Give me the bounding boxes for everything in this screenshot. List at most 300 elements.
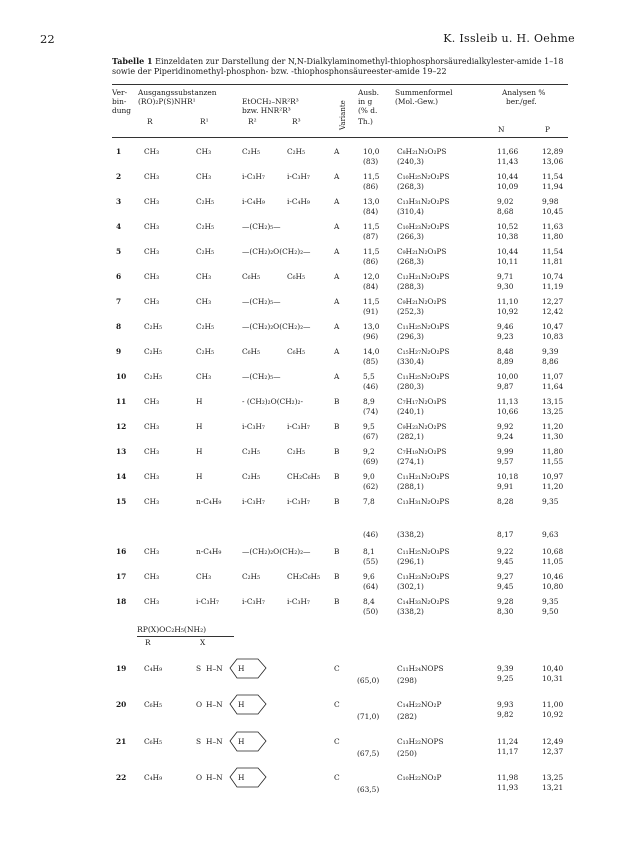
cell-molweight: (296,1) <box>397 557 424 566</box>
cell-r3: i-C₃H₇ <box>287 172 310 181</box>
cell-p-calc: 10,74 <box>542 272 564 281</box>
cell-yield-pct: (67,5) <box>357 749 380 758</box>
cell-n-found: 10,11 <box>497 257 519 266</box>
cell-n-calc: 9,02 <box>497 197 514 206</box>
col-ausb-1: Ausb. <box>358 88 379 97</box>
running-head-authors: K. Issleib u. H. Oehme <box>443 32 575 45</box>
cell-n-calc: 8,28 <box>497 497 514 506</box>
cell-p-found: 10,92 <box>542 710 564 719</box>
cell-n-calc: 10,44 <box>497 172 519 181</box>
cell-yield-g: 8,9 <box>363 397 375 406</box>
cell-yield-g: 9,2 <box>363 447 375 456</box>
cell-n-calc: 10,18 <box>497 472 519 481</box>
cell-yield-pct: (67) <box>363 432 379 441</box>
compound-number: 6 <box>116 272 122 281</box>
cell-amine-prefix: H–N <box>206 664 223 673</box>
compound-number: 2 <box>116 172 122 181</box>
col-r1: R¹ <box>200 117 209 126</box>
cell-n-calc: 9,22 <box>497 547 514 556</box>
compound-number: 1 <box>116 147 122 156</box>
compound-number: 20 <box>116 700 127 709</box>
cell-n-found: 10,38 <box>497 232 519 241</box>
cell-x: O <box>196 773 203 782</box>
cell-n-found: 10,92 <box>497 307 519 316</box>
col-n: N <box>498 125 505 134</box>
cell-r: CH₃ <box>144 272 160 281</box>
cell-r2: —(CH₂)₅— <box>242 372 281 381</box>
cell-variante: A <box>334 222 340 231</box>
cell-n-calc: 9,93 <box>497 700 514 709</box>
cell-molweight: (330,4) <box>397 357 424 366</box>
cell-formula: C₁₁H₂₄NOPS <box>397 664 444 673</box>
cell-variante: A <box>334 197 340 206</box>
col-r: R <box>147 117 153 126</box>
cell-yield-pct: (85) <box>363 357 379 366</box>
cell-yield-pct: (74) <box>363 407 379 416</box>
cell-r2: C₂H₅ <box>242 472 261 481</box>
cell-n-calc: 11,66 <box>497 147 519 156</box>
cell-yield-pct: (64) <box>363 582 379 591</box>
cell-n-calc: 8,48 <box>497 347 514 356</box>
cell-r: CH₃ <box>144 147 160 156</box>
cell-p-found: 13,21 <box>542 783 564 792</box>
subhead-rule <box>137 636 234 637</box>
cell-formula: C₇H₁₉N₂O₂PS <box>397 447 447 456</box>
cell-p-found: 12,42 <box>542 307 564 316</box>
cell-n-found: 8,68 <box>497 207 514 216</box>
cell-yield-g: 9,0 <box>363 472 375 481</box>
table-row <box>0 222 619 246</box>
cell-r: C₆H₅ <box>144 737 163 746</box>
cell-variante: A <box>334 372 340 381</box>
table-row <box>0 497 619 539</box>
col-analysen-1: Analysen % <box>502 88 546 97</box>
cell-formula: C₁₀H₂₂NO₂P <box>397 773 442 782</box>
cell-p-found: 13,25 <box>542 407 564 416</box>
cell-r: CH₃ <box>144 197 160 206</box>
cell-variante: B <box>334 447 340 456</box>
cell-p-calc: 10,47 <box>542 322 564 331</box>
cell-r2: —(CH₂)₅— <box>242 222 281 231</box>
cell-yield-g: 14,0 <box>363 347 380 356</box>
cell-molweight: (268,3) <box>397 182 424 191</box>
cell-p-found: 11,19 <box>542 282 564 291</box>
col-analysen-2: ber./gef. <box>506 97 537 106</box>
cell-p-calc: 13,15 <box>542 397 564 406</box>
cell-yield-pct: (65,0) <box>357 676 380 685</box>
cell-molweight: (282) <box>397 712 417 721</box>
table-top-rule <box>112 84 568 85</box>
cell-p-found: 11,55 <box>542 457 564 466</box>
table-row <box>0 572 619 596</box>
cell-yield-g: 11,5 <box>363 222 380 231</box>
cell-variante: A <box>334 247 340 256</box>
subhead-x: X <box>200 638 206 647</box>
cell-yield-pct: (62) <box>363 482 379 491</box>
cell-yield-pct: (96) <box>363 332 379 341</box>
cell-molweight: (282,1) <box>397 432 424 441</box>
cell-yield-g: 13,0 <box>363 197 380 206</box>
cell-r: CH₃ <box>144 497 160 506</box>
cell-n-calc: 9,92 <box>497 422 514 431</box>
table-row <box>0 347 619 371</box>
table-row <box>0 397 619 421</box>
cell-p-calc: 11,00 <box>542 700 564 709</box>
cell-r3: i-C₄H₉ <box>287 197 310 206</box>
cell-formula: C₁₄H₂₂NO₂P <box>397 700 442 709</box>
cell-yield-g: 11,5 <box>363 247 380 256</box>
cell-formula: C₉H₂₃N₂O₂PS <box>397 422 447 431</box>
table-row <box>0 147 619 171</box>
cell-n-found: 8,17 <box>497 530 514 539</box>
cell-r: CH₃ <box>144 572 160 581</box>
cell-p-found: 10,80 <box>542 582 564 591</box>
cell-r: C₄H₉ <box>144 773 163 782</box>
cell-x: S <box>196 737 202 746</box>
cell-n-found: 9,45 <box>497 557 514 566</box>
cell-n-calc: 11,24 <box>497 737 519 746</box>
cell-yield-pct: (84) <box>363 282 379 291</box>
cell-p-found: 11,64 <box>542 382 564 391</box>
cell-p-calc: 11,63 <box>542 222 564 231</box>
cell-r3: i-C₃H₇ <box>287 497 310 506</box>
cell-ring-label: H <box>238 700 245 709</box>
cell-yield-g: 12,0 <box>363 272 380 281</box>
cell-r1: C₂H₅ <box>196 197 215 206</box>
table-row <box>0 447 619 471</box>
cell-r3: CH₂C₆H₅ <box>287 572 321 581</box>
cell-n-found: 9,30 <box>497 282 514 291</box>
piperidine-ring-icon <box>226 657 270 681</box>
cell-r1: CH₃ <box>196 147 212 156</box>
table-row <box>0 422 619 446</box>
cell-p-found: 12,37 <box>542 747 564 756</box>
cell-n-found: 9,45 <box>497 582 514 591</box>
cell-p-found: 9,63 <box>542 530 559 539</box>
cell-p-calc: 11,54 <box>542 172 564 181</box>
cell-r: CH₃ <box>144 422 160 431</box>
cell-yield-pct: (50) <box>363 607 379 616</box>
caption-text: Einzeldaten zur Darstellung der N,N-Dialkylaminomethyl-thiophosphorsäuredialkylester-amide 1–18 sowie der Piperidinomethyl-phosphon- bzw. -thiophosphonsäureester-amide 19–22 <box>112 57 564 76</box>
cell-yield-pct: (86) <box>363 257 379 266</box>
col-nr-line1: Ver- <box>112 88 128 97</box>
header-bottom-rule <box>112 137 568 138</box>
cell-p-found: 11,05 <box>542 557 564 566</box>
piperidine-ring-icon <box>226 766 270 790</box>
cell-molweight: (296,3) <box>397 332 424 341</box>
table-row <box>0 297 619 321</box>
compound-number: 13 <box>116 447 127 456</box>
cell-yield-g: 8,4 <box>363 597 375 606</box>
cell-yield-pct: (86) <box>363 182 379 191</box>
table-row <box>0 547 619 571</box>
table-row <box>0 773 619 807</box>
cell-p-calc: 12,89 <box>542 147 564 156</box>
col-reagent2b: bzw. HNR²R³ <box>242 106 291 115</box>
cell-ring-label: H <box>238 773 245 782</box>
compound-number: 15 <box>116 497 127 506</box>
cell-r: CH₃ <box>144 397 160 406</box>
cell-formula: C₁₄H₃₃N₂O₂PS <box>397 597 450 606</box>
cell-yield-pct: (71,0) <box>357 712 380 721</box>
cell-p-calc: 10,40 <box>542 664 564 673</box>
cell-variante: C <box>334 700 340 709</box>
cell-variante: B <box>334 547 340 556</box>
cell-n-found: 11,93 <box>497 783 519 792</box>
cell-molweight: (302,1) <box>397 582 424 591</box>
cell-r2: i-C₃H₇ <box>242 497 265 506</box>
cell-r: C₂H₅ <box>144 322 163 331</box>
cell-r3: C₆H₅ <box>287 272 306 281</box>
compound-number: 14 <box>116 472 127 481</box>
cell-r2: —(CH₂)₂O(CH₂)₂— <box>242 547 311 556</box>
cell-r1: i-C₃H₇ <box>196 597 219 606</box>
cell-r: CH₃ <box>144 447 160 456</box>
cell-molweight: (338,2) <box>397 607 424 616</box>
cell-r1: n-C₄H₉ <box>196 497 222 506</box>
col-ausb-2: in g <box>358 97 373 106</box>
cell-molweight: (240,3) <box>397 157 424 166</box>
cell-n-found: 10,66 <box>497 407 519 416</box>
cell-r1: CH₃ <box>196 372 212 381</box>
cell-r2: —(CH₂)₅— <box>242 297 281 306</box>
cell-formula: C₇H₁₇N₂O₃PS <box>397 397 447 406</box>
cell-r3: C₂H₅ <box>287 147 306 156</box>
cell-r1: n-C₄H₉ <box>196 547 222 556</box>
compound-number: 21 <box>116 737 127 746</box>
cell-yield-g: 9,5 <box>363 422 375 431</box>
cell-r: C₂H₅ <box>144 372 163 381</box>
subhead-formula: RP(X)OC₂H₅(NH₂) <box>137 625 207 634</box>
cell-yield-pct: (63,5) <box>357 785 380 794</box>
cell-formula: C₈H₂₁N₂O₂PS <box>397 147 447 156</box>
table-row <box>0 322 619 346</box>
cell-r3: i-C₃H₇ <box>287 422 310 431</box>
compound-number: 7 <box>116 297 122 306</box>
cell-n-found: 9,24 <box>497 432 514 441</box>
cell-p-calc: 10,68 <box>542 547 564 556</box>
cell-variante: C <box>334 664 340 673</box>
cell-variante: A <box>334 297 340 306</box>
cell-amine-prefix: H–N <box>206 737 223 746</box>
cell-variante: A <box>334 347 340 356</box>
table-row <box>0 197 619 221</box>
cell-r2: i-C₃H₇ <box>242 422 265 431</box>
cell-yield-g: 8,1 <box>363 547 375 556</box>
cell-yield-g: 7,8 <box>363 497 375 506</box>
compound-number: 22 <box>116 773 127 782</box>
cell-p-calc: 9,35 <box>542 597 559 606</box>
cell-variante: B <box>334 397 340 406</box>
compound-number: 5 <box>116 247 122 256</box>
cell-p-calc: 12,49 <box>542 737 564 746</box>
cell-r1: C₂H₅ <box>196 222 215 231</box>
cell-p-found: 11,94 <box>542 182 564 191</box>
cell-n-found: 9,91 <box>497 482 514 491</box>
cell-n-calc: 9,39 <box>497 664 514 673</box>
cell-r2: i-C₄H₉ <box>242 197 265 206</box>
cell-r: C₂H₅ <box>144 347 163 356</box>
cell-variante: A <box>334 172 340 181</box>
compound-number: 19 <box>116 664 127 673</box>
col-ausb-4: Th.) <box>358 117 373 126</box>
cell-p-found: 8,86 <box>542 357 559 366</box>
cell-p-calc: 11,54 <box>542 247 564 256</box>
cell-r: CH₃ <box>144 222 160 231</box>
cell-r1: H <box>196 447 203 456</box>
cell-r3: C₂H₅ <box>287 447 306 456</box>
cell-p-calc: 9,98 <box>542 197 559 206</box>
cell-n-calc: 11,98 <box>497 773 519 782</box>
cell-n-calc: 10,52 <box>497 222 519 231</box>
cell-molweight: (252,3) <box>397 307 424 316</box>
cell-formula: C₁₅H₂₇N₂O₂PS <box>397 347 450 356</box>
cell-r2: C₂H₅ <box>242 447 261 456</box>
cell-p-found: 11,30 <box>542 432 564 441</box>
cell-formula: C₁₃H₃₁N₂O₂PS <box>397 497 450 506</box>
cell-yield-pct: (46) <box>363 382 379 391</box>
cell-p-calc: 10,97 <box>542 472 564 481</box>
piperidine-ring-icon <box>226 693 270 717</box>
cell-molweight: (274,1) <box>397 457 424 466</box>
cell-p-calc: 11,07 <box>542 372 564 381</box>
cell-ring-label: H <box>238 737 245 746</box>
cell-p-calc: 9,39 <box>542 347 559 356</box>
cell-r2: C₂H₅ <box>242 572 261 581</box>
cell-formula: C₁₃H₂₃N₂O₂PS <box>397 572 450 581</box>
cell-r1: H <box>196 472 203 481</box>
cell-r1: CH₃ <box>196 572 212 581</box>
cell-variante: B <box>334 497 340 506</box>
cell-yield-pct: (87) <box>363 232 379 241</box>
cell-yield-pct: (84) <box>363 207 379 216</box>
cell-r3: C₆H₅ <box>287 347 306 356</box>
subhead-r: R <box>145 638 151 647</box>
cell-r: CH₃ <box>144 472 160 481</box>
cell-r1: H <box>196 422 203 431</box>
cell-r2: C₆H₅ <box>242 347 261 356</box>
cell-r2: —(CH₂)₂O(CH₂)₂— <box>242 322 311 331</box>
cell-n-calc: 10,44 <box>497 247 519 256</box>
cell-molweight: (250) <box>397 749 417 758</box>
cell-variante: B <box>334 597 340 606</box>
cell-yield-g: 13,0 <box>363 322 380 331</box>
cell-p-found: 9,50 <box>542 607 559 616</box>
table-row <box>0 472 619 496</box>
col-reagent1: (RO)₂P(S)NHR¹ <box>138 97 196 106</box>
cell-molweight: (310,4) <box>397 207 424 216</box>
cell-n-calc: 10,00 <box>497 372 519 381</box>
compound-number: 9 <box>116 347 122 356</box>
cell-r: C₆H₅ <box>144 700 163 709</box>
cell-r: C₄H₉ <box>144 664 163 673</box>
cell-variante: A <box>334 272 340 281</box>
cell-formula: C₁₁H₂₅N₂O₃PS <box>397 322 450 331</box>
table-caption <box>112 56 564 77</box>
cell-yield-pct: (55) <box>363 557 379 566</box>
cell-r2: i-C₃H₇ <box>242 597 265 606</box>
cell-r1: CH₃ <box>196 272 212 281</box>
cell-variante: B <box>334 472 340 481</box>
cell-variante: B <box>334 422 340 431</box>
cell-formula: C₁₁H₂₁N₂O₂PS <box>397 472 450 481</box>
cell-x: S <box>196 664 202 673</box>
cell-p-found: 10,45 <box>542 207 564 216</box>
cell-n-found: 11,17 <box>497 747 519 756</box>
cell-p-calc: 11,20 <box>542 422 564 431</box>
caption-label: Tabelle 1 <box>112 56 153 66</box>
cell-molweight: (288,3) <box>397 282 424 291</box>
cell-n-found: 9,82 <box>497 710 514 719</box>
cell-formula: C₁₃H₃₁N₂O₂PS <box>397 197 450 206</box>
cell-n-calc: 9,28 <box>497 597 514 606</box>
compound-number: 4 <box>116 222 122 231</box>
compound-number: 18 <box>116 597 127 606</box>
cell-p-calc: 9,35 <box>542 497 559 506</box>
cell-n-found: 9,57 <box>497 457 514 466</box>
cell-formula: C₁₃H₂₂NOPS <box>397 737 444 746</box>
col-ausgang: Ausgangssubstanzen <box>138 88 217 97</box>
col-r2: R² <box>248 117 257 126</box>
col-p: P <box>545 125 550 134</box>
cell-formula: C₁₀H₂₅N₂O₂PS <box>397 172 450 181</box>
cell-r2: - (CH₂)₂O(CH₂)₂- <box>242 397 303 406</box>
table-row <box>0 700 619 734</box>
compound-number: 3 <box>116 197 122 206</box>
cell-n-calc: 11,13 <box>497 397 519 406</box>
cell-p-found: 11,80 <box>542 232 564 241</box>
cell-molweight: (288,1) <box>397 482 424 491</box>
table-row <box>0 597 619 621</box>
compound-number: 12 <box>116 422 127 431</box>
cell-amine-prefix: H–N <box>206 773 223 782</box>
cell-variante: B <box>334 572 340 581</box>
cell-formula: C₁₁H₂₅N₂O₃PS <box>397 547 450 556</box>
cell-p-found: 11,81 <box>542 257 564 266</box>
cell-n-calc: 9,71 <box>497 272 514 281</box>
cell-molweight: (280,3) <box>397 382 424 391</box>
compound-number: 11 <box>116 397 127 406</box>
cell-yield-pct: (69) <box>363 457 379 466</box>
cell-r2: —(CH₂)₂O(CH₂)₂— <box>242 247 311 256</box>
cell-p-calc: 11,80 <box>542 447 564 456</box>
cell-molweight: (298) <box>397 676 417 685</box>
cell-r1: H <box>196 397 203 406</box>
cell-molweight: (266,3) <box>397 232 424 241</box>
cell-n-calc: 9,27 <box>497 572 514 581</box>
cell-r1: CH₃ <box>196 297 212 306</box>
col-nr-line3: dung <box>112 106 131 115</box>
table-row <box>0 272 619 296</box>
cell-variante: A <box>334 147 340 156</box>
cell-formula: C₁₁H₂₅N₂O₂PS <box>397 372 450 381</box>
col-variante: Variante <box>339 100 347 130</box>
cell-yield-g: 10,0 <box>363 147 380 156</box>
cell-r3: i-C₃H₇ <box>287 597 310 606</box>
cell-n-found: 10,09 <box>497 182 519 191</box>
col-formel-1: Summenformel <box>395 88 453 97</box>
table-row <box>0 172 619 196</box>
cell-n-calc: 11,10 <box>497 297 519 306</box>
cell-formula: C₉H₂₁N₂O₂PS <box>397 297 447 306</box>
table-row <box>0 664 619 698</box>
cell-r2: i-C₃H₇ <box>242 172 265 181</box>
cell-yield-pct: (91) <box>363 307 379 316</box>
cell-molweight: (338,2) <box>397 530 424 539</box>
page-number: 22 <box>40 32 55 46</box>
compound-number: 10 <box>116 372 127 381</box>
col-formel-2: (Mol.-Gew.) <box>395 97 439 106</box>
